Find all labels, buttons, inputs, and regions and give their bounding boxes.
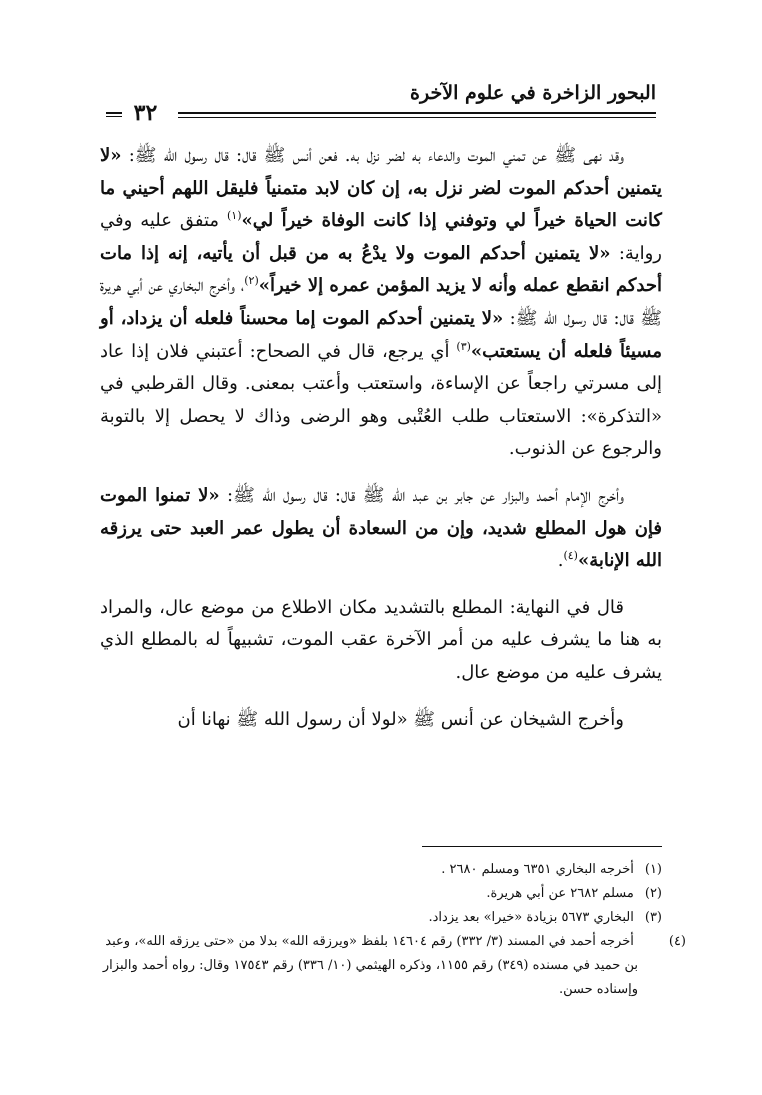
footnotes [100,858,686,1002]
footnote-3 [100,906,662,930]
footnote-ref: (٣) [456,339,471,353]
running-title: البحور الزاخرة في علوم الآخرة [410,82,656,104]
footnote-text: البخاري ٥٦٧٣ بزيادة «خيرا» بعد يزداد. [428,910,634,925]
text-run: ، وأخرج البخاري عن أبي هريرة ﷺ قال: قال رسول الله ﷺ: [100,275,662,329]
footnote-text: مسلم ٢٦٨٢ عن أبي هريرة. [486,886,634,901]
footnote-ref: (٤) [563,549,578,563]
footnote-text: أخرجه البخاري ٦٣٥١ ومسلم ٢٦٨٠ . [441,862,634,877]
text-run: . [557,550,564,572]
hadith-quote: «لا يتمنين أحدكم الموت ولا يدْعُ به من قبل أن يأتيه، إنه إذا مات أحدكم انقطع عمله وأنه لا يزيد المؤمن عمره إلا خيراً» [100,242,662,297]
paragraph-1 [100,140,662,466]
footnote-number: (٢) [644,886,662,901]
text-run: قال في النهاية: المطلع بالتشديد مكان الاطلاع من موضع عال، والمراد به هنا ما يشرف عليه من أمر الآخرة عقب الموت، تشبيهاً له بالمطلع الذي يشرف عليه من موضع عال. [100,596,662,683]
paragraph-4 [100,704,662,737]
paragraph-2 [100,480,662,578]
hadith-quote: «لا تمنوا الموت فإن هول المطلع شديد، وإن من السعادة أن يطول عمر العبد حتى يرزقه الله الإنابة» [100,484,662,572]
page-number-bar [106,112,122,117]
header-rule-thin [178,117,656,118]
header-rule-thick [178,112,656,114]
text-run: وأخرج الشيخان عن أنس ﷺ «لولا أن رسول الله ﷺ نهانا أن [177,708,624,730]
text-run: متفق عليه وفي رواية: [100,210,662,264]
page-header [106,82,656,110]
page-number [106,100,170,126]
footnote-number: (٤) [668,934,686,949]
page-number-text: ٣٢ [133,100,158,126]
footnote-ref: (٢) [244,274,259,288]
footnote-text: أخرجه أحمد في المسند (٣/ ٣٣٢) رقم ١٤٦٠٤ بلفظ «ويرزقه الله» بدلا من «حتى يرزقه الله»، وعبد بن حميد في مسنده (٣٤٩) رقم ١١٥٥، وذكره الهيثمي (١٠/ ٣٣٦) رقم ١٧٥٤٣ وقال: رواه أحمد والبزار وإسناده حسن. [102,934,638,997]
body-text [100,140,662,750]
hadith-quote: «لا يتمنين أحدكم الموت لضر نزل به، إن كان لابد متمنياً فليقل اللهم أحيني ما كانت الحياة خيراً لي وتوفني إذا كانت الوفاة خيراً لي» [100,145,663,232]
hadith-quote: «لا يتمنين أحدكم الموت إما محسناً فلعله أن يزداد، أو مسيئاً فلعله أن يستعتب» [100,307,662,362]
footnote-4 [100,930,686,1002]
paragraph-3 [100,592,662,690]
text-run: أي يرجع، قال في الصحاح: أعتبني فلان إذا عاد إلى مسرتي راجعاً عن الإساءة، واستعتب وأعتب بمعنى. وقال القرطبي في «التذكرة»: الاستعتاب طلب العُتْبى وهو الرضى وذاك لا يحصل إلا بالتوبة والرجوع عن الذنوب. [100,340,662,460]
footnote-separator [422,846,662,847]
footnote-number: (١) [644,862,662,877]
text-run: وقد نهى ﷺ عن تمني الموت والدعاء به لضر نزل به. فعن أنس ﷺ قال: قال رسول الله ﷺ: [121,145,624,166]
footnote-2 [100,882,662,906]
footnote-1 [100,858,662,882]
footnote-ref: (١) [226,209,242,223]
text-run: وأخرج الإمام أحمد والبزار عن جابر بن عبد الله ﷺ قال: قال رسول الله ﷺ: [219,484,624,506]
footnote-number: (٣) [644,910,662,925]
